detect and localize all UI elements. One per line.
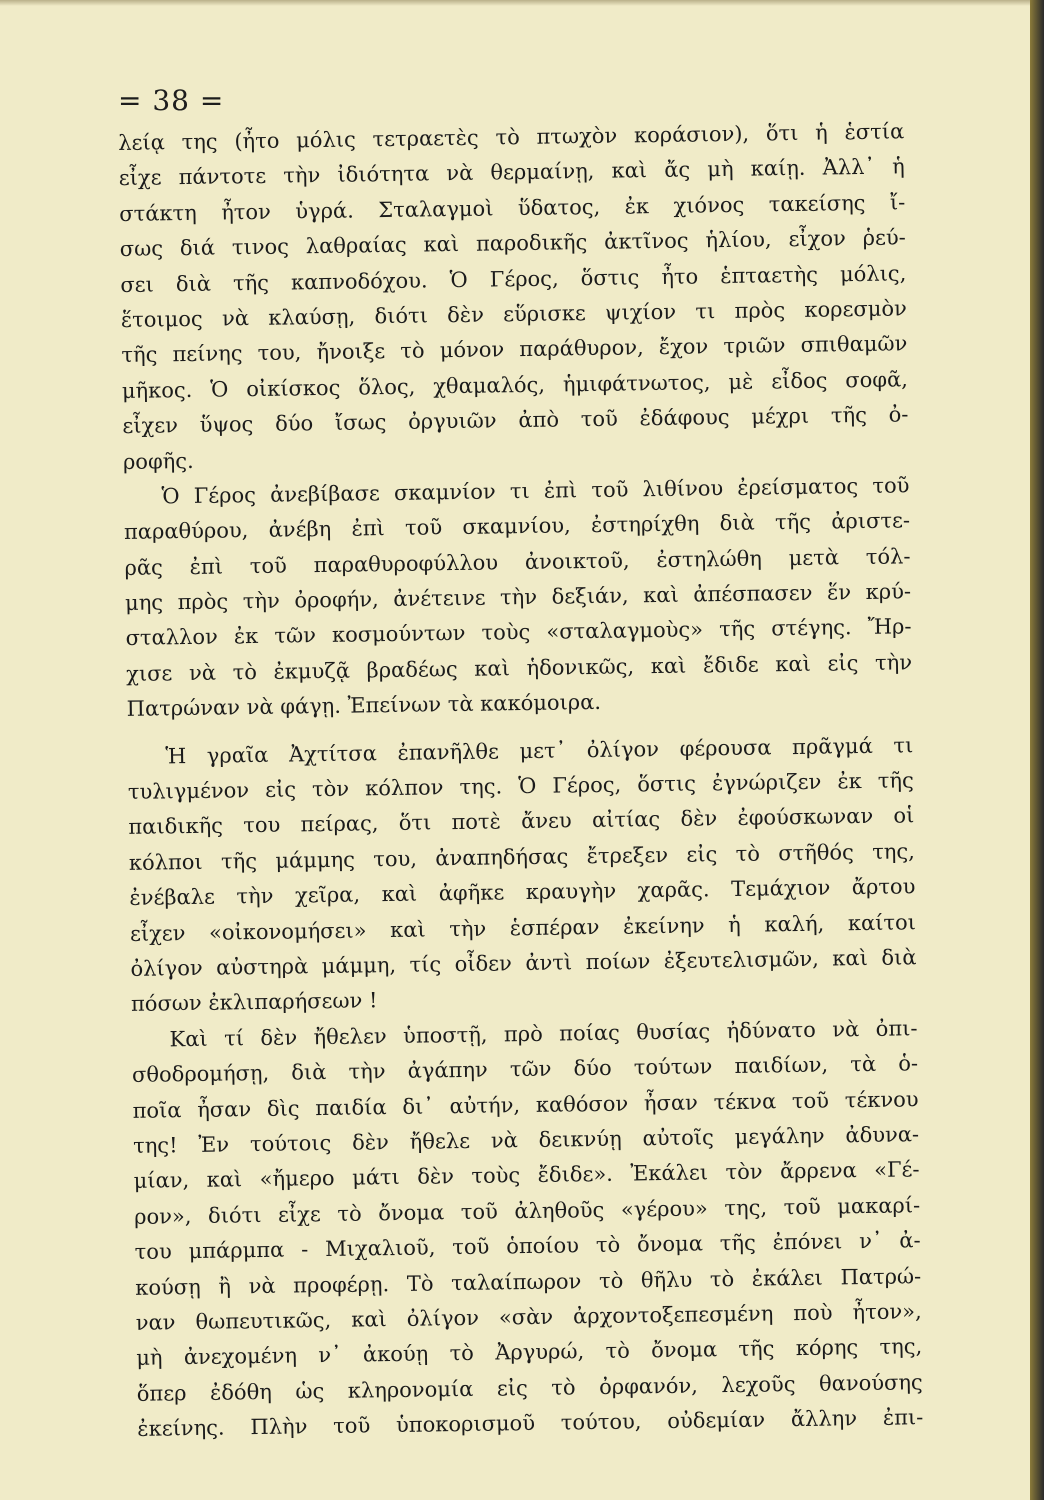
text-line: σως διά τινος λαθραίας καὶ παροδικῆς ἀκτῖνος ἡλίου, εἶχον ῥεύ- bbox=[119, 225, 906, 262]
text-line: ρᾶς ἐπὶ τοῦ παραθυροφύλλου ἀνοικτοῦ, ἐστηλώθη μετὰ τόλ- bbox=[124, 543, 911, 580]
paragraph-3 bbox=[127, 728, 917, 1023]
text-line: κόλποι τῆς μάμμης του, ἀναπηδήσας ἔτρεξεν εἰς τὸ στῆθός της, bbox=[128, 839, 916, 875]
text-line: λείᾳ της (ἦτο μόλις τετραετὲς τὸ πτωχὸν κοράσιον), ὅτι ἡ ἑστία bbox=[118, 119, 905, 155]
text-line: παιδικῆς του πείρας, ὅτι ποτὲ ἄνευ αἰτίας δὲν ἐφούσκωναν οἱ bbox=[128, 803, 915, 840]
body-text bbox=[118, 114, 924, 1447]
text-line: παραθύρου, ἀνέβη ἐπὶ τοῦ σκαμνίου, ἐστηρίχθη διὰ τῆς ἀριστε- bbox=[123, 508, 911, 545]
paragraph-4 bbox=[131, 1011, 923, 1447]
paragraph-1 bbox=[118, 114, 909, 480]
text-line: Ἡ γραῖα Ἀχτίτσα ἐπανῆλθε μετ᾿ ὀλίγον φέρουσα πρᾶγμά τι bbox=[165, 732, 914, 769]
text-line: ἐνέβαλε τὴν χεῖρα, καὶ ἀφῆκε κραυγὴν χαρᾶς. Τεμάχιον ἄρτου bbox=[129, 874, 916, 911]
text-line: σθοδρομήσῃ, διὰ τὴν ἀγάπην τῶν δύο τούτων παιδίων, τὰ ὁ- bbox=[131, 1051, 919, 1088]
page-top-shadow bbox=[0, 0, 1030, 6]
text-line: μης πρὸς τὴν ὀροφήν, ἀνέτεινε τὴν δεξιάν, καὶ ἀπέσπασεν ἕν κρύ- bbox=[124, 579, 912, 616]
paragraph-2 bbox=[123, 468, 913, 727]
page-number: = 38 = bbox=[118, 84, 225, 117]
text-line: του μπάρμπα - Μιχαλιοῦ, τοῦ ὁποίου τὸ ὄνομα τῆς ἐπόνει ν᾿ ἀ- bbox=[134, 1228, 921, 1264]
text-line: σει διὰ τῆς καπνοδόχου. Ὁ Γέρος, ὅστις ἦτο ἑπταετὴς μόλις, bbox=[120, 260, 907, 297]
text-line: ναν θωπευτικῶς, καὶ ὀλίγον «σὰν ἀρχοντοξεπεσμένη ποὺ ἦτον», bbox=[135, 1299, 922, 1335]
text-line: Ὁ Γέρος ἀνεβίβασε σκαμνίον τι ἐπὶ τοῦ λιθίνου ἐρείσματος τοῦ bbox=[161, 473, 910, 509]
text-line: τῆς πείνης του, ἤνοιξε τὸ μόνον παράθυρον, ἔχον τριῶν σπιθαμῶν bbox=[121, 331, 908, 368]
text-line: της! Ἐν τούτοις δὲν ἤθελε νὰ δεικνύῃ αὐτοῖς μεγάλην ἀδυνα- bbox=[132, 1122, 920, 1158]
text-line: ροφῆς. bbox=[122, 448, 194, 474]
text-line: στάκτη ἦτον ὑγρά. Σταλαγμοὶ ὕδατος, ἐκ χιόνος τακείσης ἴ- bbox=[119, 190, 906, 226]
text-line: εἶχε πάντοτε τὴν ἰδιότητα νὰ θερμαίνῃ, καὶ ἄς μὴ καίῃ. Ἀλλ᾿ ἡ bbox=[118, 154, 905, 191]
text-line: εἶχεν ὕψος δύο ἴσως ὀργυιῶν ἀπὸ τοῦ ἐδάφους μέχρι τῆς ὀ- bbox=[122, 402, 909, 439]
text-line: Πατρώναν νὰ φάγῃ. Ἐπείνων τὰ κακόμοιρα. bbox=[126, 690, 602, 722]
text-line: μὴ ἀνεχομένη ν᾿ ἀκούῃ τὸ Ἀργυρώ, τὸ ὄνομα τῆς κόρης της, bbox=[136, 1334, 923, 1371]
text-line: ὅπερ ἐδόθη ὡς κληρονομία εἰς τὸ ὀρφανόν, λεχοῦς θανούσης bbox=[136, 1369, 923, 1406]
text-line: ρον», διότι εἶχε τὸ ὄνομα τοῦ ἀληθοῦς «γέρου» της, τοῦ μακαρί- bbox=[134, 1192, 921, 1229]
text-line: ἕτοιμος νὰ κλαύσῃ, διότι δὲν εὕρισκε ψιχίον τι πρὸς κορεσμὸν bbox=[120, 296, 907, 332]
text-line: μῆκος. Ὁ οἰκίσκος ὅλος, χθαμαλός, ἡμιφάτνωτος, μὲ εἶδος σοφᾶ, bbox=[121, 367, 909, 403]
text-line: ἐκείνης. Πλὴν τοῦ ὑποκορισμοῦ τούτου, οὐδεμίαν ἄλλην ἐπι- bbox=[137, 1405, 924, 1441]
text-line: κούσῃ ἢ νὰ προφέρῃ. Τὸ ταλαίπωρον τὸ θῆλυ τὸ ἐκάλει Πατρώ- bbox=[135, 1263, 922, 1300]
text-line: χισε νὰ τὸ ἐκμυζᾷ βραδέως καὶ ἡδονικῶς, καὶ ἔδιδε καὶ εἰς τὴν bbox=[125, 650, 913, 686]
text-line: Καὶ τί δὲν ἤθελεν ὑποστῇ, πρὸ ποίας θυσίας ἠδύνατο νὰ ὀπι- bbox=[169, 1016, 918, 1052]
text-line: ὀλίγον αὐστηρὰ μάμμη, τίς οἶδεν ἀντὶ ποίων ἐξευτελισμῶν, καὶ διὰ bbox=[130, 945, 917, 981]
text-line: σταλλον ἐκ τῶν κοσμούντων τοὺς «σταλαγμοὺς» τῆς στέγης. Ἤρ- bbox=[125, 614, 912, 651]
text-line: ποῖα ἦσαν δὶς παιδία δι᾿ αὐτήν, καθόσον ἦσαν τέκνα τοῦ τέκνου bbox=[132, 1086, 919, 1123]
text-line: τυλιγμένον εἰς τὸν κόλπον της. Ὁ Γέρος, ὅστις ἐγνώριζεν ἐκ τῆς bbox=[127, 768, 914, 804]
text-line: μίαν, καὶ «ἤμερο μάτι δὲν τοὺς ἔδιδε». Ἐκάλει τὸν ἄρρενα «Γέ- bbox=[133, 1157, 920, 1194]
scan-edge bbox=[1030, 0, 1044, 1500]
text-line: εἶχεν «οἰκονομήσει» καὶ τὴν ἑσπέραν ἐκείνην ἡ καλή, καίτοι bbox=[129, 909, 917, 946]
text-line: πόσων ἐκλιπαρήσεων ! bbox=[130, 988, 378, 1017]
